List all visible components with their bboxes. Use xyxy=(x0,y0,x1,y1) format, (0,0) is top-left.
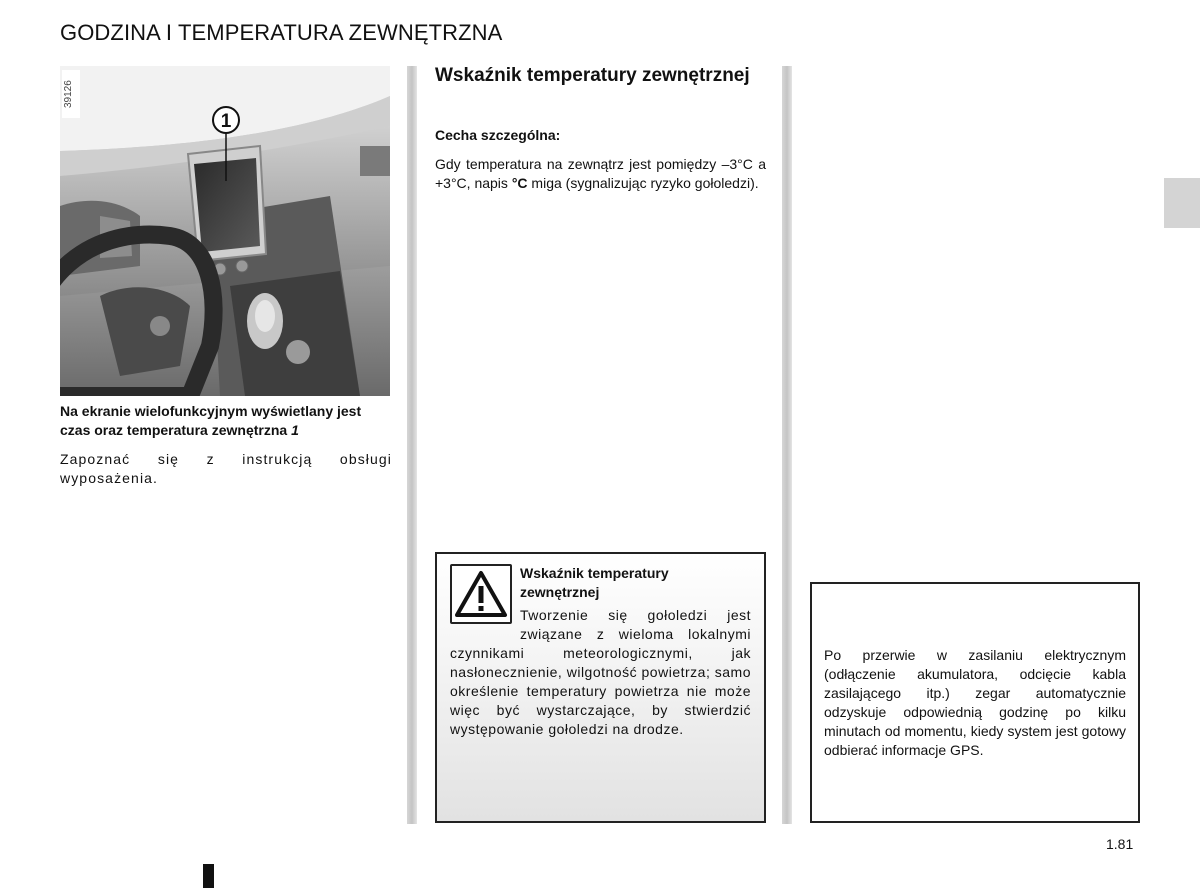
section-subheading: Cecha szczególna: xyxy=(435,127,561,143)
body-text-bold: °C xyxy=(511,175,528,191)
section-heading: Wskaźnik temperatury zewnętrznej xyxy=(435,65,750,86)
column-divider-right xyxy=(782,66,792,824)
page-number: 1.81 xyxy=(1106,836,1134,852)
manual-reference-text: Zapoznać się z instrukcją obsługi wyposażenia. xyxy=(60,451,392,486)
warning-triangle-icon xyxy=(450,564,512,624)
crop-mark xyxy=(203,864,214,888)
chapter-tab xyxy=(1164,178,1200,228)
column-divider-left xyxy=(407,66,417,824)
info-box xyxy=(810,582,1140,823)
dashboard-photo xyxy=(60,66,390,396)
body-text-part-2: miga (sygnalizując ryzyko gołoledzi). xyxy=(527,175,759,191)
photo-caption xyxy=(60,402,392,440)
photo-code: 39126 xyxy=(62,70,80,118)
warning-text: Tworzenie się gołoledzi jest związane z wieloma lokalnymi czynnikami meteorologicznymi, jak nasłonecznienie, wilgotność powietrza; samo określenie temperatury powietrza nie może więc być wystarczające, by stwierdzić występowanie gołoledzi na drodze. xyxy=(450,607,751,737)
photo-caption-text: Na ekranie wielofunkcyjnym wyświetlany jest czas oraz temperatura zewnętrzna xyxy=(60,403,362,438)
warning-box xyxy=(435,552,766,823)
page-title: GODZINA I TEMPERATURA ZEWNĘTRZNA xyxy=(60,20,503,45)
section-body xyxy=(435,155,766,193)
warning-title: Wskaźnik temperatury zewnętrznej xyxy=(520,565,669,600)
photo-callout-1: 1 xyxy=(220,111,232,132)
info-text: Po przerwie w zasilaniu elektrycznym (odłączenie akumulatora, odcięcie kabla zasilającego itp.) zegar automatycznie odzyskuje odpowiednią godzinę po kilku minutach od momentu, kiedy system jest gotowy odbierać informacje GPS. xyxy=(824,647,1126,758)
photo-caption-ref: 1 xyxy=(291,422,299,438)
body-text-part-1: Gdy temperatura na zewnątrz jest pomiędzy –3°C a +3°C, napis xyxy=(435,156,766,191)
